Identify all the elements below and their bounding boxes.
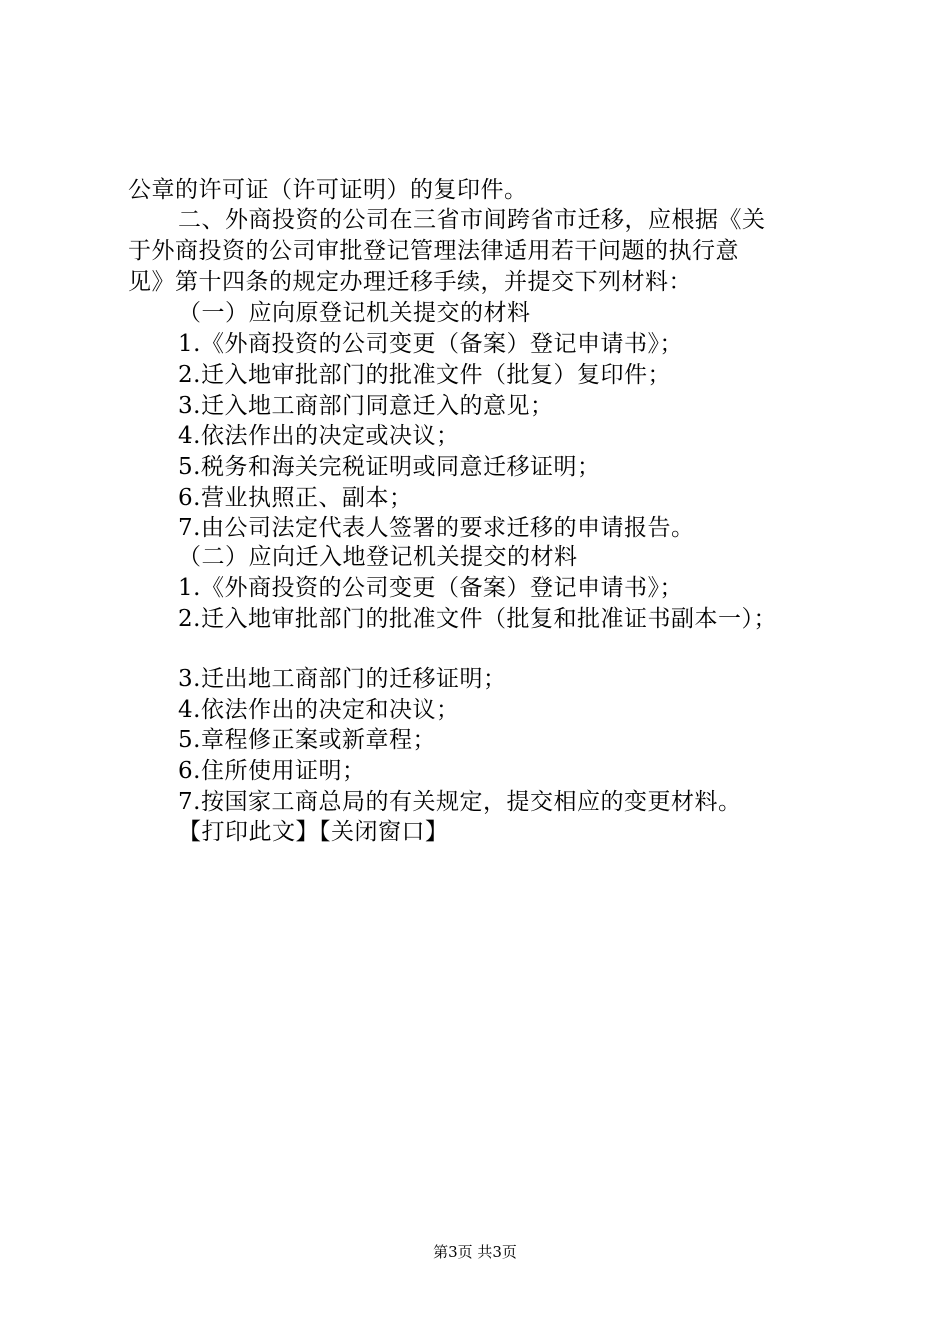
close-window-link[interactable]: 【关闭窗口】 bbox=[319, 819, 449, 845]
list-item: 1.《外商投资的公司变更（备案）登记申请书》； bbox=[178, 331, 683, 357]
paragraph-heading: 二、外商投资的公司在三省市间跨省市迁移，应根据《关 bbox=[178, 207, 766, 233]
print-article-link[interactable]: 【打印此文】 bbox=[178, 819, 319, 845]
list-item: 3.迁出地工商部门的迁移证明； bbox=[178, 666, 507, 692]
list-item: 6.住所使用证明； bbox=[178, 758, 366, 784]
text-line: 于外商投资的公司审批登记管理法律适用若干问题的执行意 bbox=[128, 238, 739, 264]
list-item: 7.按国家工商总局的有关规定，提交相应的变更材料。 bbox=[178, 789, 742, 815]
text-line: 公章的许可证（许可证明）的复印件。 bbox=[128, 177, 528, 203]
section-heading: （二）应向迁入地登记机关提交的材料 bbox=[178, 544, 578, 570]
link-row bbox=[178, 818, 449, 846]
section-heading: （一）应向原登记机关提交的材料 bbox=[178, 300, 531, 326]
list-item: 2.迁入地审批部门的批准文件（批复）复印件； bbox=[178, 362, 671, 388]
list-item: 6.营业执照正、副本； bbox=[178, 485, 413, 511]
list-item: 4.依法作出的决定或决议； bbox=[178, 423, 460, 449]
text-line: 见》第十四条的规定办理迁移手续，并提交下列材料： bbox=[128, 269, 692, 295]
list-item: 2.迁入地审批部门的批准文件（批复和批准证书副本一）； bbox=[178, 606, 777, 632]
page-number-footer: 第3页 共3页 bbox=[433, 1243, 517, 1261]
list-item: 5.税务和海关完税证明或同意迁移证明； bbox=[178, 454, 601, 480]
list-item: 4.依法作出的决定和决议； bbox=[178, 697, 460, 723]
list-item: 7.由公司法定代表人签署的要求迁移的申请报告。 bbox=[178, 515, 695, 541]
list-item: 3.迁入地工商部门同意迁入的意见； bbox=[178, 393, 554, 419]
list-item: 5.章程修正案或新章程； bbox=[178, 727, 436, 753]
list-item: 1.《外商投资的公司变更（备案）登记申请书》； bbox=[178, 575, 683, 601]
